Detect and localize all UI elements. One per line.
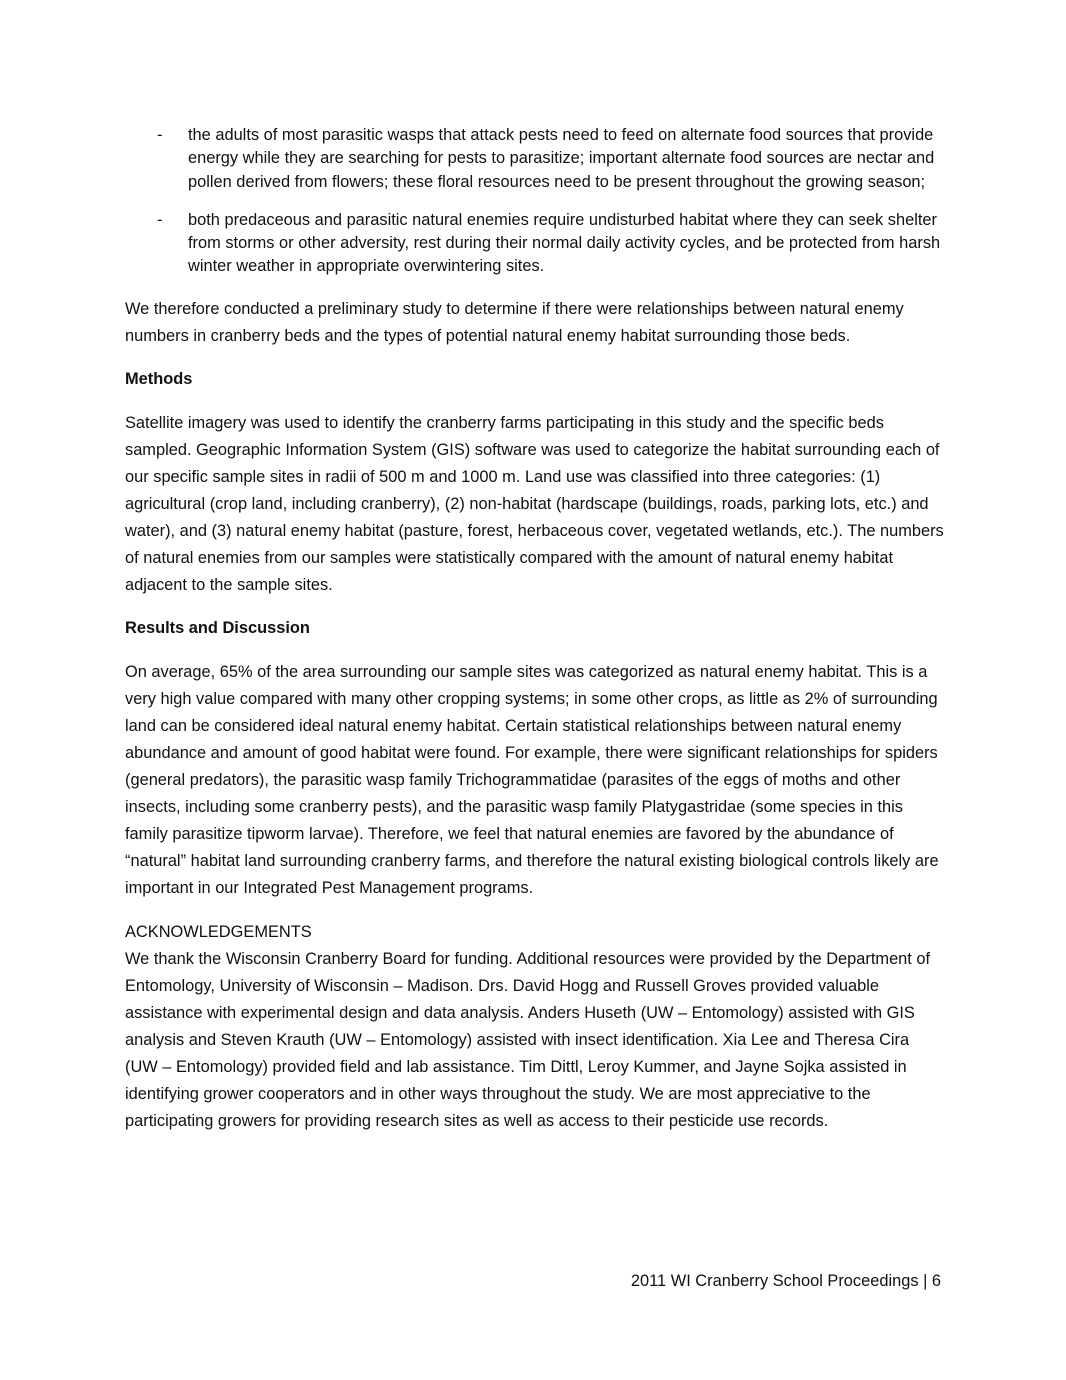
bullet-marker: - <box>157 126 163 144</box>
methods-paragraph: Satellite imagery was used to identify the cranberry farms participating in this study and the specific beds sampled. Geographic Information System (GIS) software was used to categorize the habitat surrounding each of our specific sample sites in radii of 500 m and 1000 m. Land use was classified into three categories: (1) agricultural (crop land, including cranberry), (2) non-habitat (hardscape (buildings, roads, parking lots, etc.) and water), and (3) natural enemy habitat (pasture, forest, herbaceous cover, vegetated wetlands, etc.). The numbers of natural enemies from our samples were statistically compared with the amount of natural enemy habitat adjacent to the sample sites. <box>125 413 944 594</box>
bullet-marker: - <box>157 210 163 229</box>
acknowledgements-heading: ACKNOWLEDGEMENTS <box>125 922 312 941</box>
results-heading: Results and Discussion <box>125 618 310 637</box>
intro-paragraph: We therefore conducted a preliminary study to determine if there were relationships between natural enemy numbers in cranberry beds and the types of potential natural enemy habitat surrounding those beds. <box>125 299 904 345</box>
document-page <box>125 124 945 1135</box>
page-footer: 2011 WI Cranberry School Proceedings | 6 <box>630 1272 941 1290</box>
bullet-text: the adults of most parasitic wasps that attack pests need to feed on alternate food sources that provide energy while they are searching for pests to parasitize; important alternate food sources are nectar and pollen derived from flowers; these floral resources need to be present throughout the growing season; <box>188 126 935 191</box>
bullet-item <box>125 124 945 194</box>
methods-heading: Methods <box>125 369 193 388</box>
results-paragraph: On average, 65% of the area surrounding our sample sites was categorized as natural enemy habitat. This is a very high value compared with many other cropping systems; in some other crops, as little as 2% of surrounding land can be considered ideal natural enemy habitat. Certain statistical relationships between natural enemy abundance and amount of good habitat were found. For example, there were significant relationships for spiders (general predators), the parasitic wasp family Trichogrammatidae (parasites of the eggs of moths and other insects, including some cranberry pests), and the parasitic wasp family Platygastridae (some species in this family parasitize tipworm larvae). Therefore, we feel that natural enemies are favored by the abundance of “natural” habitat land surrounding cranberry farms, and therefore the natural existing biological controls likely are important in our Integrated Pest Management programs. <box>125 662 939 897</box>
bullet-item <box>125 209 945 279</box>
bullet-text: both predaceous and parasitic natural enemies require undisturbed habitat where they can seek shelter from storms or other adversity, rest during their normal daily activity cycles, and be protected from harsh winter weather in appropriate overwintering sites. <box>188 210 941 276</box>
acknowledgements-paragraph: We thank the Wisconsin Cranberry Board for funding. Additional resources were provided by the Department of Entomology, University of Wisconsin – Madison. Drs. David Hogg and Russell Groves provided valuable assistance with experimental design and data analysis. Anders Huseth (UW – Entomology) assisted with GIS analysis and Steven Krauth (UW – Entomology) assisted with insect identification. Xia Lee and Theresa Cira (UW – Entomology) provided field and lab assistance. Tim Dittl, Leroy Kummer, and Jayne Sojka assisted in identifying grower cooperators and in other ways throughout the study. We are most appreciative to the participating growers for providing research sites as well as access to their pesticide use records. <box>125 949 931 1130</box>
